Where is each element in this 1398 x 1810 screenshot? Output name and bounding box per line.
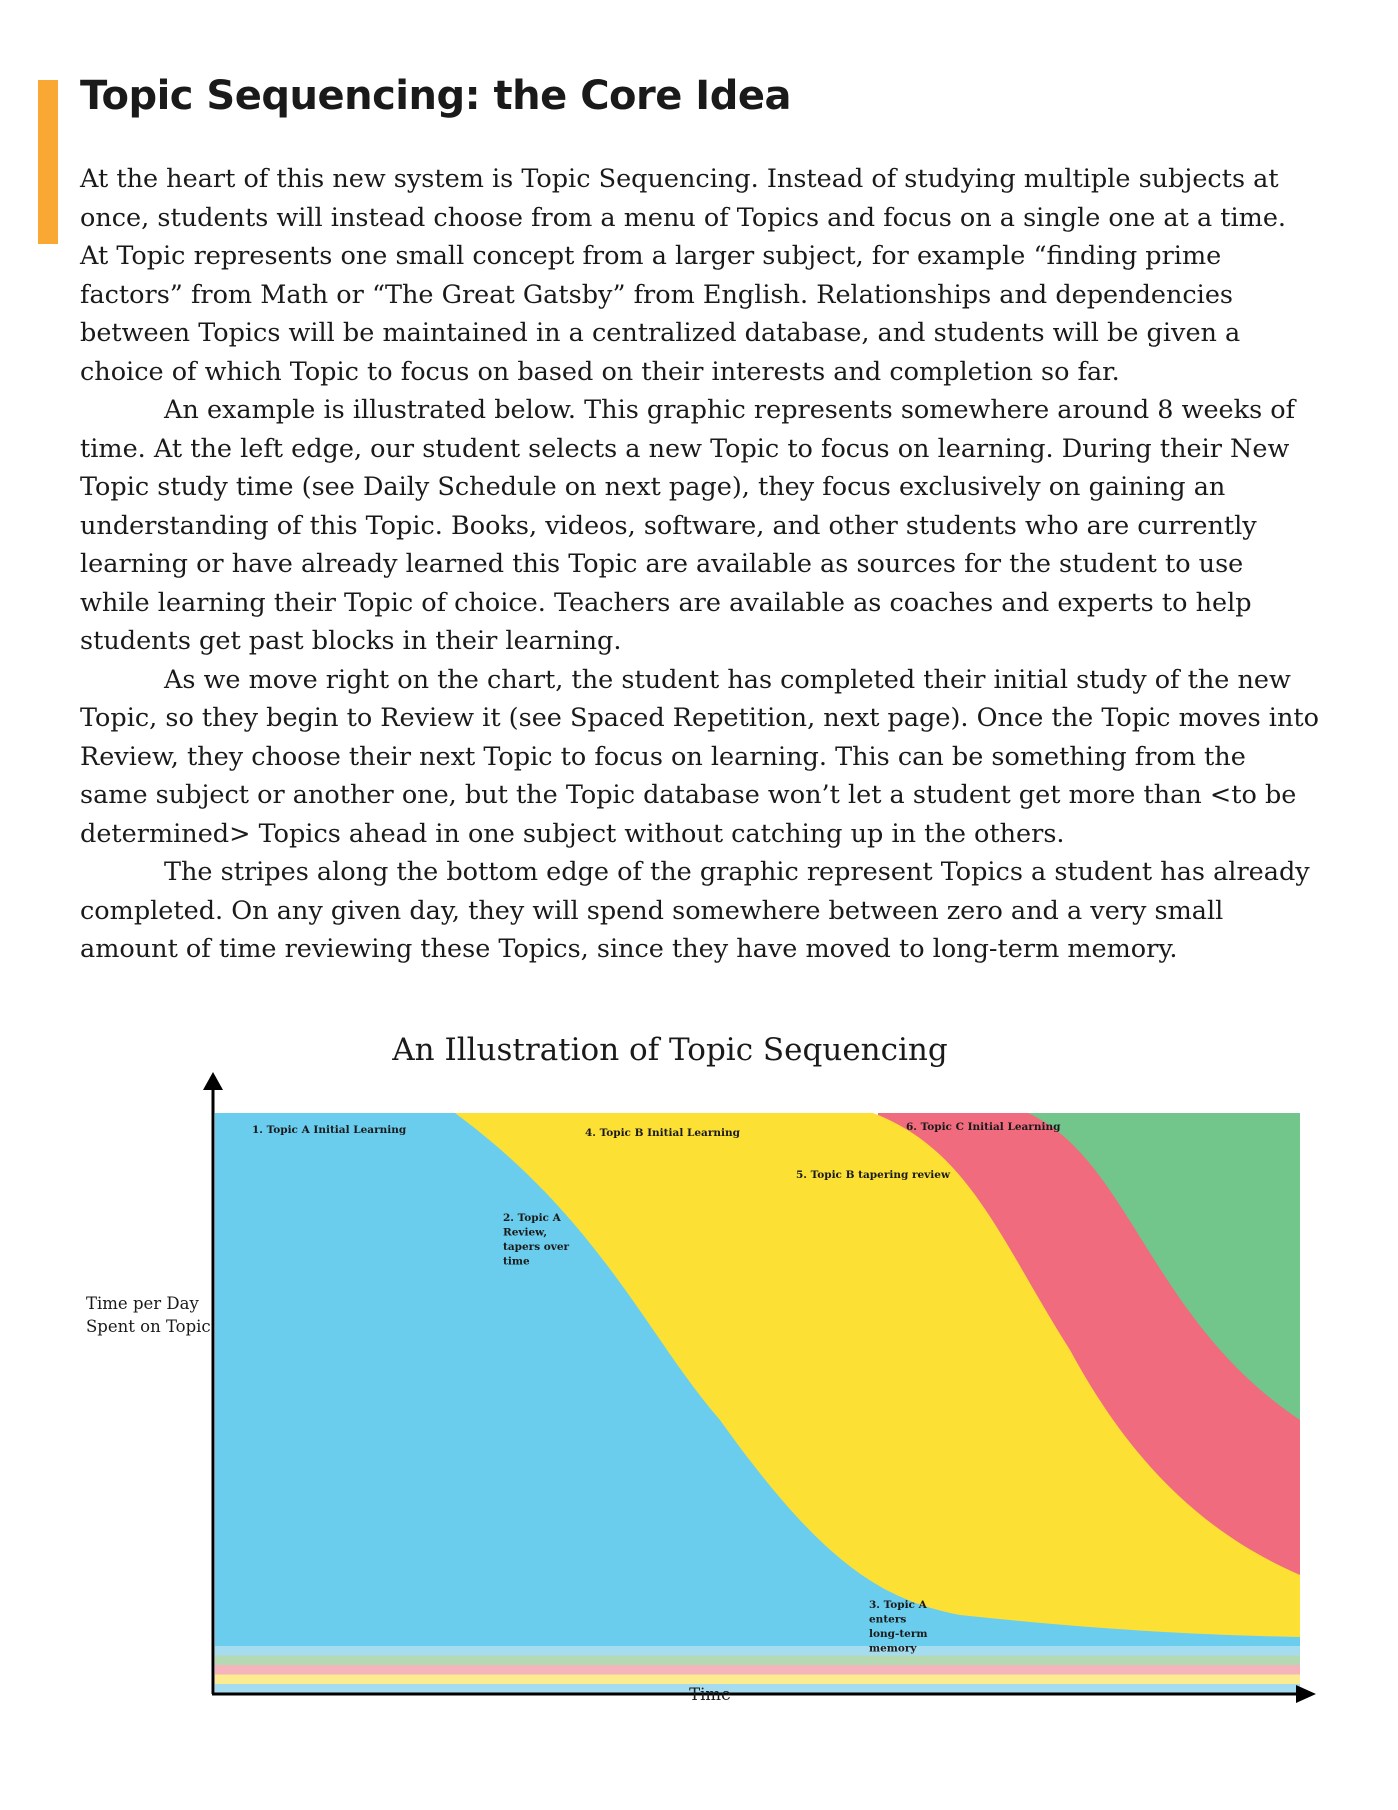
chart-bottom-mask xyxy=(0,1693,1398,1810)
chart-annotation: 1. Topic A Initial Learning xyxy=(252,1124,407,1136)
y-axis-arrowhead xyxy=(203,1072,223,1090)
x-axis-label: Time xyxy=(689,1685,731,1704)
page-title: Topic Sequencing: the Core Idea xyxy=(80,73,791,119)
completed-topic-stripe xyxy=(215,1665,1300,1675)
chart-annotation: 5. Topic B tapering review xyxy=(796,1169,950,1181)
chart-annotation: 2. Topic A Review, tapers over time xyxy=(503,1212,570,1268)
completed-topic-stripe xyxy=(215,1646,1300,1656)
paragraph-3: As we move right on the chart, the student has completed their initial study of the new Topic, so they begin to Review it (see Spaced Repetition, next page). Once the Topic moves into Review, they choose their next Topic to focus on learning. This can be something from the same subject or another one, but the Topic database won’t let a student get more than <to be determined> Topics ahead in one subject without catching up in the others. xyxy=(80,664,1319,849)
paragraph-2: An example is illustrated below. This graphic represents somewhere around 8 weeks of time. At the left edge, our student selects a new Topic to focus on learning. During their New Topic study time (see Daily Schedule on next page), they focus exclusively on gaining an understanding of this Topic. Books, videos, software, and other students who are currently learning or have already learned this Topic are available as sources for the student to use while learning their Topic of choice. Teachers are available as coaches and experts to help students get past blocks in their learning. xyxy=(80,395,1296,656)
paragraph-1: At the heart of this new system is Topic Sequencing. Instead of studying multiple subjects at once, students will instead choose from a menu of Topics and focus on a single one at a time. At Topic represents one small concept from a larger subject, for example “finding prime factors” from Math or “The Great Gatsby” from English. Relationships and dependencies between Topics will be maintained in a centralized database, and students will be given a choice of which Topic to focus on based on their interests and completion so far. xyxy=(80,164,1287,387)
y-axis-label: Time per Day Spent on Topic xyxy=(86,1294,211,1336)
chart-annotation: 4. Topic B Initial Learning xyxy=(585,1127,740,1139)
completed-topic-stripe xyxy=(215,1675,1300,1685)
chart-annotation: 6. Topic C Initial Learning xyxy=(906,1121,1061,1133)
chart-title: An Illustration of Topic Sequencing xyxy=(392,1032,948,1068)
chart-annotation: 3. Topic A enters long-term memory xyxy=(869,1599,928,1655)
paragraph-4: The stripes along the bottom edge of the graphic represent Topics a student has already completed. On any given day, they will spend somewhere between zero and a very small amount of time reviewing these Topics, since they have moved to long-term memory. xyxy=(80,857,1310,964)
completed-topic-stripe xyxy=(215,1656,1300,1666)
